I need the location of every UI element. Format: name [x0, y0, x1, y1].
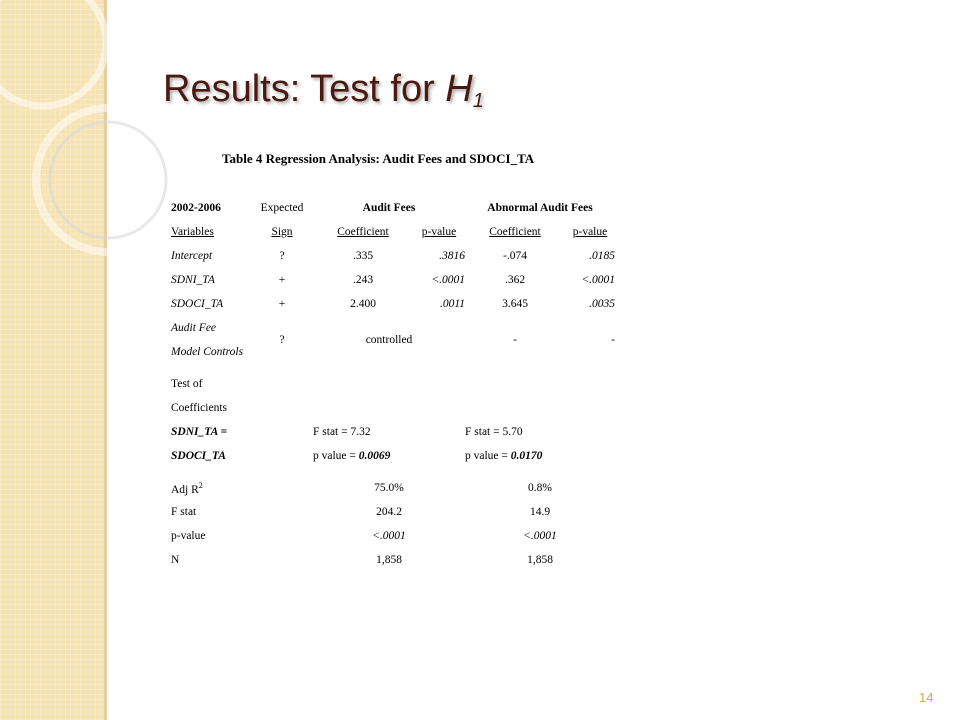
audit-fees-header: Audit Fees — [362, 202, 416, 214]
row-af-pvalue: .3816 — [439, 250, 465, 262]
abnormal-audit-fees-header: Abnormal Audit Fees — [487, 202, 593, 214]
fstat-label: F stat — [171, 506, 197, 518]
row-sign: + — [278, 298, 286, 310]
slide-title-sub: 1 — [472, 90, 484, 112]
af-model-pvalue: <.0001 — [372, 530, 406, 542]
row-variable: SDOCI_TA — [171, 298, 224, 310]
row-af-coefficient: 2.400 — [350, 298, 376, 310]
test-row — [171, 372, 615, 396]
table-row — [171, 292, 615, 316]
stats-row — [171, 500, 615, 524]
spacer-row — [171, 364, 615, 372]
af-pvalue-test-value: 0.0069 — [358, 450, 391, 462]
controls-label-1: Audit Fee — [171, 322, 217, 334]
slide-title-text: Results: Test for — [163, 68, 446, 110]
adj-r2-label — [171, 476, 251, 500]
aaf-model-pvalue: <.0001 — [523, 530, 557, 542]
aaf-pvalue-test — [465, 444, 615, 468]
table-row — [171, 244, 615, 268]
page-number: 14 — [919, 690, 934, 705]
aaf-adj-r2: 0.8% — [528, 482, 552, 494]
sign-header: Sign — [271, 226, 293, 238]
test-label-1: Test of — [171, 378, 203, 390]
period-header: 2002-2006 — [171, 202, 221, 214]
controls-aaf-coefficient: - — [513, 334, 517, 346]
pvalue-label: p-value — [171, 530, 206, 542]
af-fstat: 204.2 — [376, 506, 402, 518]
aaf-fstat-test: F stat = 5.70 — [465, 426, 523, 438]
controls-af-value: controlled — [365, 334, 413, 346]
aaf-pvalue-header: p-value — [572, 226, 608, 238]
table-title: Table 4 Regression Analysis: Audit Fees and SDOCI_TA — [222, 151, 535, 166]
table-row — [171, 268, 615, 292]
af-pvalue-header: p-value — [421, 226, 457, 238]
row-aaf-coefficient: 3.645 — [502, 298, 528, 310]
spacer-row — [171, 468, 615, 476]
row-af-coefficient: .243 — [352, 274, 374, 286]
row-variable: SDNI_TA — [171, 274, 215, 286]
table-header-row — [171, 196, 615, 220]
table-row-controls — [171, 316, 615, 340]
decorative-ring-inner — [50, 122, 166, 238]
adj-r2-label-text: Adj R — [171, 483, 199, 496]
row-aaf-pvalue: .0185 — [589, 250, 615, 262]
af-n: 1,858 — [376, 554, 402, 566]
aaf-pvalue-test-prefix: p value = — [465, 450, 511, 462]
aaf-coefficient-header: Coefficient — [489, 226, 541, 238]
row-af-pvalue: .0011 — [439, 298, 465, 310]
row-af-pvalue: <.0001 — [431, 274, 465, 286]
expected-header: Expected — [260, 202, 304, 214]
table-subheader-row — [171, 220, 615, 244]
test-row — [171, 420, 615, 444]
row-aaf-coefficient: .362 — [504, 274, 526, 286]
regression-table — [171, 196, 615, 572]
test-equation-right: SDOCI_TA — [171, 450, 226, 462]
aaf-n: 1,858 — [527, 554, 553, 566]
controls-sign: ? — [279, 334, 285, 346]
row-aaf-coefficient: -.074 — [503, 250, 527, 262]
stats-row — [171, 548, 615, 572]
af-adj-r2: 75.0% — [374, 482, 404, 494]
controls-aaf-pvalue: - — [611, 334, 615, 346]
adj-r2-label-sup: 2 — [198, 480, 203, 490]
slide-title-var: H — [445, 68, 473, 110]
decorative-rings — [0, 0, 180, 320]
decorative-ring-middle — [36, 108, 180, 252]
af-pvalue-test — [313, 444, 465, 468]
slide-title — [163, 68, 484, 113]
n-label: N — [171, 554, 180, 566]
row-aaf-pvalue: <.0001 — [581, 274, 615, 286]
test-label-2: Coefficients — [171, 402, 227, 414]
row-af-coefficient: .335 — [352, 250, 374, 262]
row-variable: Intercept — [171, 250, 213, 262]
test-row — [171, 444, 615, 468]
aaf-fstat: 14.9 — [529, 506, 551, 518]
decorative-ring-top — [0, 0, 106, 106]
af-pvalue-test-prefix: p value = — [313, 450, 359, 462]
stats-row — [171, 524, 615, 548]
test-equation-left: SDNI_TA = — [171, 426, 228, 438]
row-sign: + — [278, 274, 286, 286]
aaf-pvalue-test-value: 0.0170 — [510, 450, 543, 462]
controls-label-2: Model Controls — [171, 346, 244, 358]
af-fstat-test: F stat = 7.32 — [313, 426, 371, 438]
af-coefficient-header: Coefficient — [337, 226, 389, 238]
variables-header: Variables — [171, 226, 214, 238]
row-aaf-pvalue: .0035 — [589, 298, 615, 310]
row-sign: ? — [279, 250, 285, 262]
stats-row — [171, 476, 615, 500]
test-row — [171, 396, 615, 420]
